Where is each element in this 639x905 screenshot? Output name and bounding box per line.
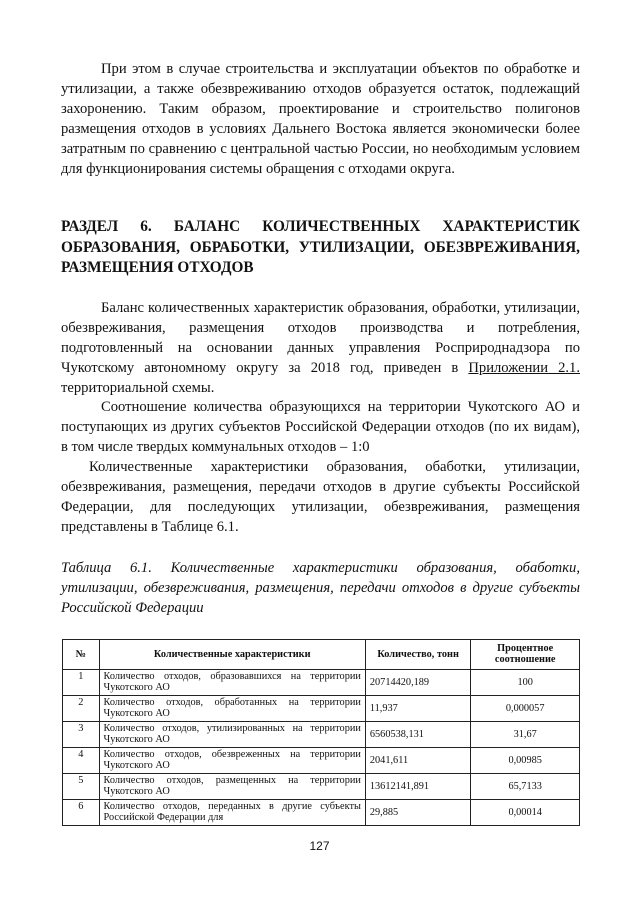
- table-row: [63, 773, 580, 799]
- header-qty: Количество, тонн: [365, 639, 470, 669]
- table-row: [63, 669, 580, 695]
- row-num: 5: [63, 773, 100, 799]
- paragraph-balance: [61, 299, 580, 399]
- waste-balance-table: [62, 639, 580, 826]
- document-page: [61, 60, 580, 826]
- header-num: №: [63, 639, 100, 669]
- row-pct: 0,00014: [471, 799, 580, 825]
- row-desc: Количество отходов, размещенных на территории Чукотского АО: [99, 773, 365, 799]
- header-desc: Количественные характеристики: [99, 639, 365, 669]
- row-num: 4: [63, 747, 100, 773]
- section-heading: РАЗДЕЛ 6. БАЛАНС КОЛИЧЕСТВЕННЫХ ХАРАКТЕРИСТИК ОБРАЗОВАНИЯ, ОБРАБОТКИ, УТИЛИЗАЦИИ, ОБЕЗВРЕЖИВАНИЯ, РАЗМЕЩЕНИЯ ОТХОДОВ: [61, 218, 580, 277]
- table-row: [63, 695, 580, 721]
- row-qty: 2041,611: [365, 747, 470, 773]
- row-num: 6: [63, 799, 100, 825]
- row-desc: Количество отходов, обезвреженных на территории Чукотского АО: [99, 747, 365, 773]
- row-pct: 31,67: [471, 721, 580, 747]
- header-pct: Процентное соотношение: [471, 639, 580, 669]
- row-qty: 20714420,189: [365, 669, 470, 695]
- row-qty: 13612141,891: [365, 773, 470, 799]
- row-desc: Количество отходов, обработанных на территории Чукотского АО: [99, 695, 365, 721]
- row-pct: 100: [471, 669, 580, 695]
- row-desc: Количество отходов, утилизированных на территории Чукотского АО: [99, 721, 365, 747]
- row-pct: 0,000057: [471, 695, 580, 721]
- table-header-row: [63, 639, 580, 669]
- appendix-link[interactable]: Приложении 2.1.: [468, 359, 581, 376]
- table-row: [63, 721, 580, 747]
- row-pct: 0,00985: [471, 747, 580, 773]
- paragraph-balance-tail: территориальной схемы.: [61, 379, 215, 396]
- intro-paragraph: При этом в случае строительства и эксплуатации объектов по обработке и утилизации, а также обезвреживанию отходов образуется остаток, подлежащий захоронению. Таким образом, проектирование и строительство полигонов размещения отходов в условиях Дальнего Востока является экономически более затратным по сравнению с центральной частью России, но необходимым условием для функционирования системы обращения с отходами округа.: [61, 61, 580, 177]
- row-qty: 11,937: [365, 695, 470, 721]
- page-number: 127: [309, 839, 330, 853]
- paragraph-ratio: Соотношение количества образующихся на территории Чукотского АО и поступающих из других субъектов Российской Федерации отходов (по их видам), в том числе твердых коммунальных отходов – 1:0: [61, 399, 580, 456]
- paragraph-characteristics: Количественные характеристики образования, обаботки, утилизации, обезвреживания, размещения, передачи отходов в другие субъекты Российской Федерации, для последующих утилизации, обезвреживания, размещения представлены в Таблице 6.1.: [61, 459, 580, 535]
- row-num: 2: [63, 695, 100, 721]
- row-num: 3: [63, 721, 100, 747]
- paragraph-balance-text: Баланс количественных характеристик образования, обработки, утилизации, обезвреживания, размещения отходов производства и потребления, подготовленный на основании данных управления Росприроднадзора по Чукотскому автономному округу за 2018 год, приведен в: [61, 299, 580, 376]
- row-desc: Количество отходов, переданных в другие субъекты Российской Федерации для: [99, 799, 365, 825]
- row-qty: 6560538,131: [365, 721, 470, 747]
- row-num: 1: [63, 669, 100, 695]
- row-desc: Количество отходов, образовавшихся на территории Чукотского АО: [99, 669, 365, 695]
- table-caption: Таблица 6.1. Количественные характеристики образования, обаботки, утилизации, обезвреживания, размещения, передачи отходов в другие субъекты Российской Федерации: [61, 559, 580, 616]
- table-row: [63, 799, 580, 825]
- row-qty: 29,885: [365, 799, 470, 825]
- table-row: [63, 747, 580, 773]
- row-pct: 65,7133: [471, 773, 580, 799]
